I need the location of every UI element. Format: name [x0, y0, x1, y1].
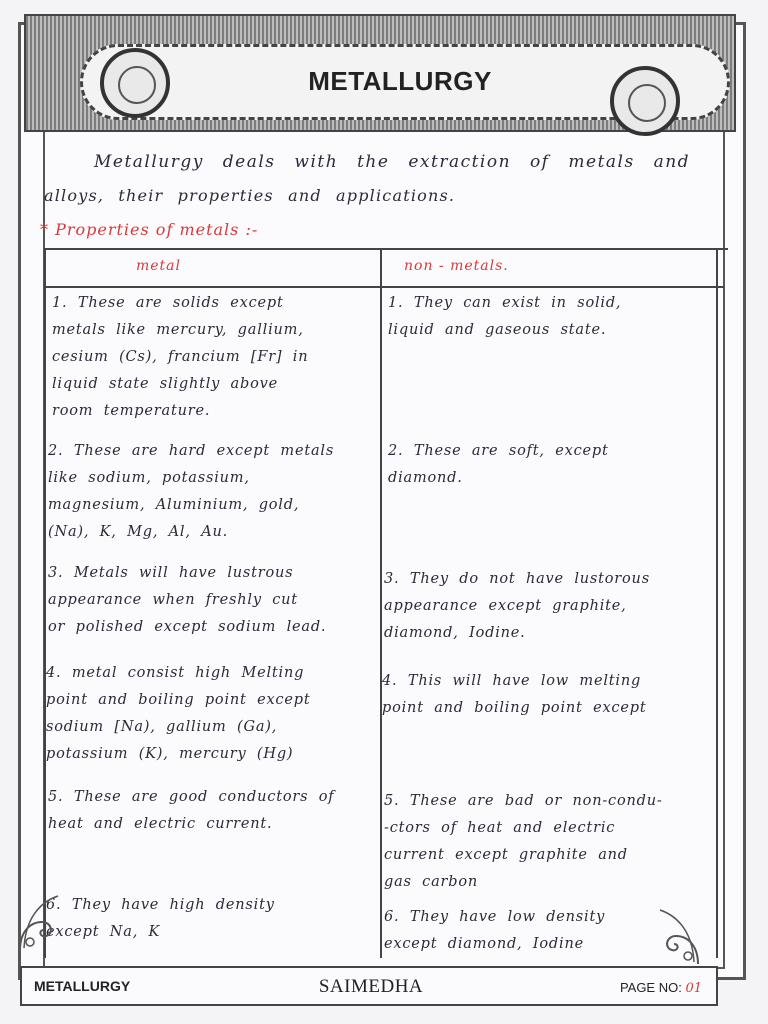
- page-title: METALLURGY: [308, 66, 492, 96]
- page-number-value: 01: [685, 981, 702, 996]
- table-cell-nonmetal-6: 6. They have low density except diamond, Iodine: [384, 909, 606, 952]
- table-top-border: [44, 248, 728, 250]
- page-footer: [20, 966, 718, 1006]
- table-cell-metal-6: 6. They have high density except Na, K: [46, 897, 275, 940]
- section-heading: * Properties of metals :-: [40, 220, 259, 239]
- intro-line-2: alloys, their properties and applications.: [44, 186, 456, 205]
- table-column-divider: [380, 248, 382, 958]
- page-number-label: PAGE NO:: [619, 980, 682, 995]
- footer-subject: METALLURGY: [34, 978, 131, 994]
- table-left-border: [44, 248, 46, 958]
- table-header-divider: [44, 286, 724, 288]
- table-cell-nonmetal-4: 4. This will have low melting point and boiling point except: [382, 673, 647, 716]
- table-cell-nonmetal-5: 5. These are bad or non-condu- -ctors of heat and electric current except graphite and gas carbon: [384, 793, 663, 890]
- table-cell-metal-3: 3. Metals will have lustrous appearance when freshly cut or polished except sodium lead.: [48, 565, 327, 635]
- table-right-border: [716, 248, 718, 958]
- table-cell-nonmetal-2: 2. These are soft, except diamond.: [388, 443, 609, 486]
- footer-page-number: [620, 980, 702, 996]
- footer-brand: SAIMEDHA: [318, 976, 424, 997]
- column-header-non-metals: non - metals.: [404, 258, 509, 274]
- column-header-metal: metal: [136, 258, 182, 274]
- table-cell-metal-4: 4. metal consist high Melting point and boiling point except sodium [Na), gallium (Ga), potassium (K), mercury (Hg): [46, 665, 311, 762]
- table-cell-metal-1: 1. These are solids except metals like mercury, gallium, cesium (Cs), francium [Fr] in liquid state slightly above room temperature.: [52, 295, 309, 419]
- table-cell-nonmetal-3: 3. They do not have lustorous appearance except graphite, diamond, Iodine.: [384, 571, 650, 641]
- table-cell-metal-2: 2. These are hard except metals like sodium, potassium, magnesium, Aluminium, gold, (Na), K, Mg, Al, Au.: [48, 443, 335, 540]
- table-cell-metal-5: 5. These are good conductors of heat and electric current.: [48, 789, 335, 832]
- intro-line-1: Metallurgy deals with the extraction of metals and: [94, 152, 691, 172]
- corner-ornament-left: [16, 892, 62, 952]
- table-cell-nonmetal-1: 1. They can exist in solid, liquid and gaseous state.: [388, 295, 622, 338]
- corner-ornament-right: [656, 906, 702, 966]
